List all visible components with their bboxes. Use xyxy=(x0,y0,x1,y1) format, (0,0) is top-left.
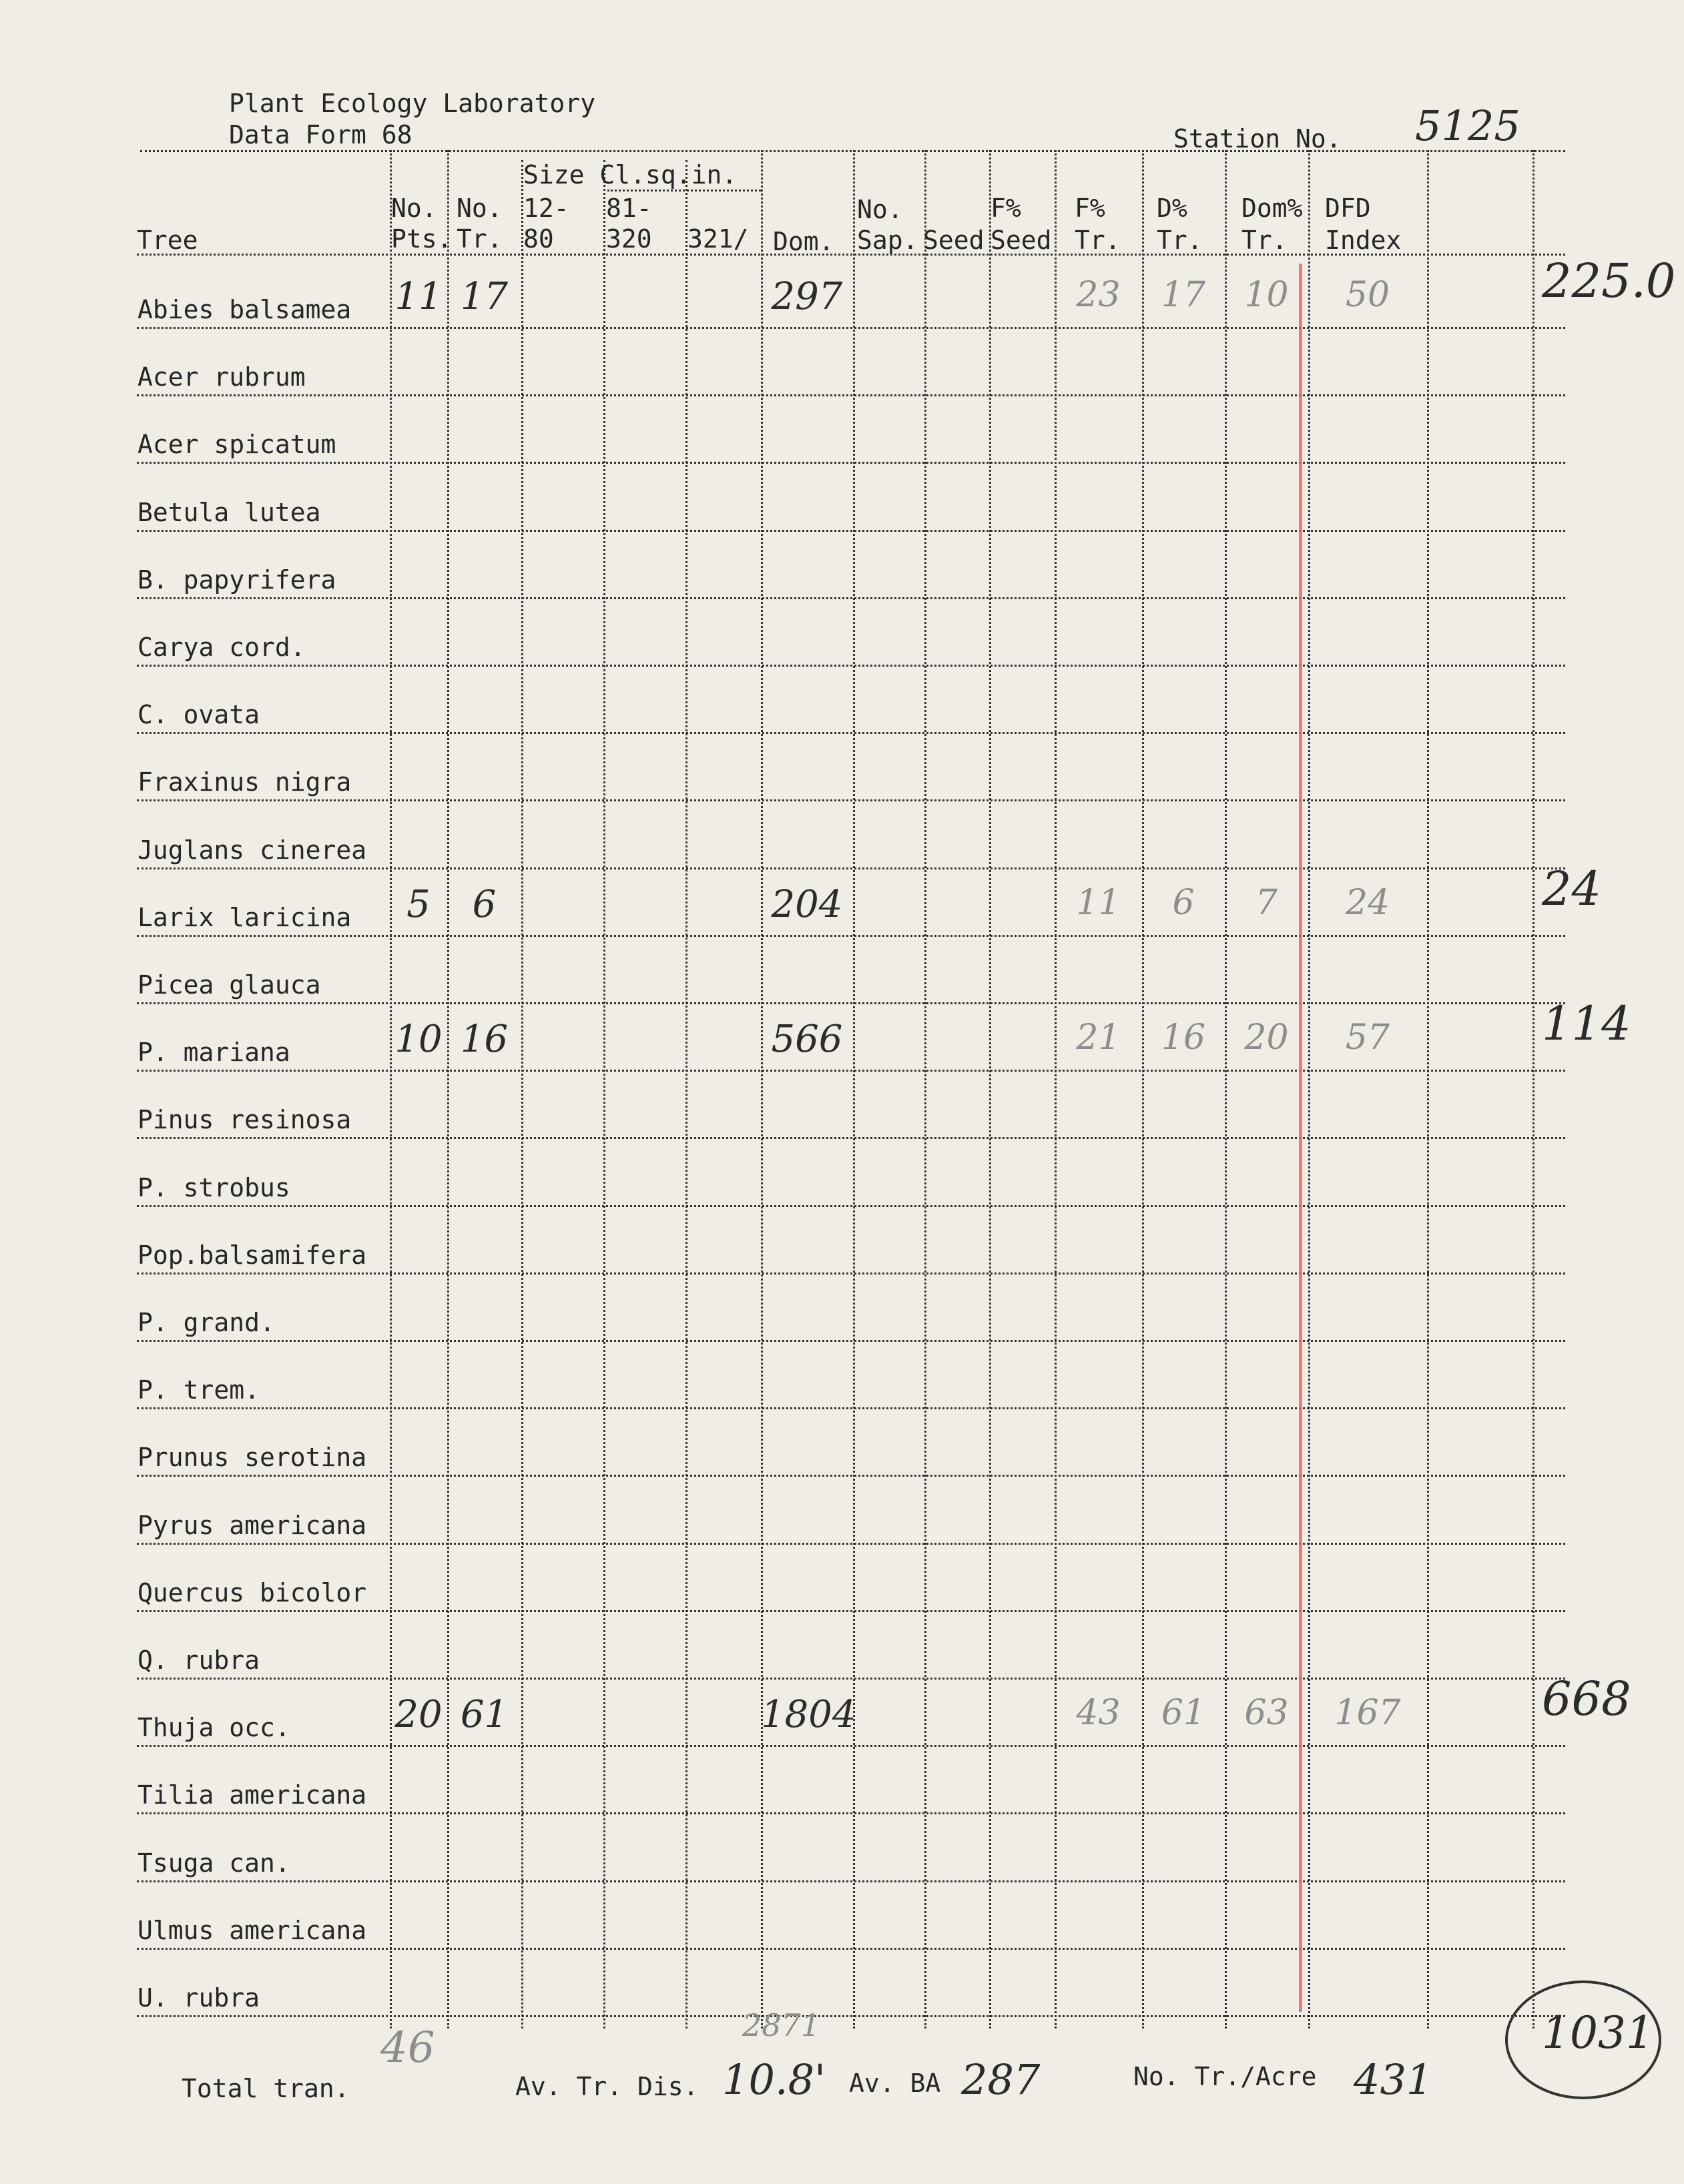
grid-column-line xyxy=(603,160,605,2029)
tree-name: Abies balsamea xyxy=(137,295,352,324)
row-rule xyxy=(137,799,1565,801)
row-rule xyxy=(137,1745,1565,1747)
cell-domtr: 63 xyxy=(1244,1693,1289,1734)
margin-note: 24 xyxy=(1542,861,1602,916)
row-rule xyxy=(137,1948,1565,1950)
col-no-tr-2: Tr. xyxy=(457,224,503,254)
row-rule xyxy=(137,1812,1565,1814)
circled-total-value: 1031 xyxy=(1542,2007,1654,2059)
size-class-rule xyxy=(607,190,761,192)
tree-name: Ulmus americana xyxy=(137,1915,367,1945)
margin-note: 225.0 xyxy=(1542,254,1676,308)
row-rule xyxy=(137,1340,1565,1342)
tree-name: Acer spicatum xyxy=(137,430,336,460)
form-title: Data Form 68 xyxy=(229,120,412,149)
row-rule xyxy=(137,1205,1565,1207)
tree-name: Pyrus americana xyxy=(137,1510,367,1540)
row-rule xyxy=(137,394,1565,396)
av-tr-dis-note: 2871 xyxy=(742,2007,821,2043)
col-dfd-1: DFD xyxy=(1325,194,1371,223)
station-number: 5125 xyxy=(1415,101,1520,150)
col-12-80-1: 12- xyxy=(523,194,569,223)
tree-name: B. papyrifera xyxy=(137,565,336,595)
row-rule xyxy=(137,1407,1565,1409)
row-rule xyxy=(137,1610,1565,1612)
col-ftr-2: Tr. xyxy=(1075,226,1121,255)
cell-pts: 11 xyxy=(394,275,443,318)
lab-title: Plant Ecology Laboratory xyxy=(229,89,596,118)
tree-name: Pinus resinosa xyxy=(137,1105,352,1135)
col-no-tr-1: No. xyxy=(457,194,503,223)
cell-dtr: 17 xyxy=(1161,275,1206,315)
row-rule xyxy=(137,665,1565,667)
tree-name: Larix laricina xyxy=(137,902,352,932)
av-tr-dis-value: 10.8' xyxy=(722,2055,826,2104)
row-rule xyxy=(137,1272,1565,1275)
row-rule xyxy=(137,732,1565,734)
total-tran-label: Total tran. xyxy=(182,2074,350,2103)
col-81-320-2: 320 xyxy=(606,224,652,254)
tree-name: Pop.balsamifera xyxy=(137,1240,367,1270)
row-rule xyxy=(137,867,1565,869)
total-tran-value: 46 xyxy=(380,2023,435,2073)
col-12-80-2: 80 xyxy=(523,224,554,254)
av-tr-dis-label: Av. Tr. Dis. xyxy=(515,2072,699,2101)
av-ba-value: 287 xyxy=(961,2055,1041,2104)
col-sap-1: No. xyxy=(857,195,903,224)
tree-name: Fraxinus nigra xyxy=(137,767,352,797)
tree-name: Thuja occ. xyxy=(137,1713,290,1743)
station-label: Station No. xyxy=(1173,124,1342,153)
cell-tr: 6 xyxy=(472,882,497,926)
tree-name: Prunus serotina xyxy=(137,1443,367,1473)
cell-ftr: 11 xyxy=(1076,882,1121,923)
col-dom: Dom. xyxy=(773,227,834,256)
col-dfd-2: Index xyxy=(1325,226,1402,255)
tree-name: Juglans cinerea xyxy=(137,835,367,865)
row-rule xyxy=(137,1137,1565,1139)
row-rule xyxy=(137,1678,1565,1680)
cell-tr: 17 xyxy=(460,275,509,318)
red-pencil-line xyxy=(1299,264,1302,2012)
cell-dfd: 167 xyxy=(1334,1693,1401,1734)
row-rule xyxy=(137,2015,1565,2017)
cell-dtr: 16 xyxy=(1161,1018,1206,1058)
col-fseed-1: F% xyxy=(991,194,1021,223)
tree-name: C. ovata xyxy=(137,700,260,730)
col-dtr-2: Tr. xyxy=(1157,226,1203,255)
cell-tr: 61 xyxy=(460,1693,509,1737)
cell-pts: 20 xyxy=(394,1693,443,1737)
cell-dfd: 50 xyxy=(1345,275,1390,315)
col-no-pts-2: Pts. xyxy=(391,224,453,254)
tree-name: Picea glauca xyxy=(137,970,321,1000)
col-sap-2: Sap. xyxy=(857,226,918,255)
tree-name: Acer rubrum xyxy=(137,362,306,392)
header-bottom-line xyxy=(137,254,1565,256)
cell-dom: 1804 xyxy=(761,1693,856,1737)
tree-name: Carya cord. xyxy=(137,633,306,662)
cell-dfd: 57 xyxy=(1345,1018,1390,1058)
cell-dom: 297 xyxy=(771,275,843,318)
cell-domtr: 20 xyxy=(1244,1018,1289,1058)
cell-domtr: 7 xyxy=(1255,882,1278,923)
size-class-header: Size Cl.sq.in. xyxy=(523,160,738,190)
cell-dfd: 24 xyxy=(1345,882,1390,923)
cell-dom: 204 xyxy=(771,882,843,926)
tree-name: Quercus bicolor xyxy=(137,1577,367,1607)
cell-ftr: 23 xyxy=(1076,275,1121,315)
tree-name: Tsuga can. xyxy=(137,1848,290,1878)
row-rule xyxy=(137,1002,1565,1004)
col-tree: Tree xyxy=(137,226,198,255)
tree-name: Q. rubra xyxy=(137,1646,260,1675)
cell-tr: 16 xyxy=(460,1018,509,1062)
trees-per-acre-label: No. Tr./Acre xyxy=(1133,2062,1317,2091)
row-rule xyxy=(137,1543,1565,1545)
row-rule xyxy=(137,935,1565,937)
margin-note: 114 xyxy=(1542,996,1631,1052)
col-fseed-2: Seed xyxy=(991,226,1052,255)
margin-note: 668 xyxy=(1542,1672,1631,1727)
cell-dtr: 61 xyxy=(1161,1693,1206,1734)
row-rule xyxy=(137,1880,1565,1882)
tree-name: P. mariana xyxy=(137,1038,290,1068)
col-dtr-1: D% xyxy=(1157,194,1187,223)
tree-name: P. trem. xyxy=(137,1375,260,1405)
tree-name: P. strobus xyxy=(137,1172,290,1202)
cell-ftr: 21 xyxy=(1076,1018,1121,1058)
cell-pts: 10 xyxy=(394,1018,443,1062)
row-rule xyxy=(137,327,1565,329)
col-81-320-1: 81- xyxy=(606,194,652,223)
col-ftr-1: F% xyxy=(1075,194,1105,223)
col-321: 321/ xyxy=(687,224,749,254)
cell-dom: 566 xyxy=(771,1018,843,1062)
tree-name: P. grand. xyxy=(137,1308,275,1337)
row-rule xyxy=(137,462,1565,464)
row-rule xyxy=(137,530,1565,532)
col-seed: Seed xyxy=(923,226,985,255)
av-ba-label: Av. BA xyxy=(849,2069,941,2098)
grid-column-line xyxy=(685,160,687,2029)
col-domtr-2: Tr. xyxy=(1241,226,1288,255)
tree-name: U. rubra xyxy=(137,1983,260,2013)
tree-name: Betula lutea xyxy=(137,497,321,527)
grid-column-line xyxy=(521,160,523,2029)
col-domtr-1: Dom% xyxy=(1241,194,1303,223)
cell-ftr: 43 xyxy=(1076,1693,1121,1734)
trees-per-acre-value: 431 xyxy=(1354,2055,1433,2104)
row-rule xyxy=(137,1475,1565,1477)
row-rule xyxy=(137,597,1565,599)
tree-name: Tilia americana xyxy=(137,1780,367,1810)
cell-dtr: 6 xyxy=(1172,882,1195,923)
cell-domtr: 10 xyxy=(1244,275,1289,315)
row-rule xyxy=(137,1070,1565,1072)
cell-pts: 5 xyxy=(406,882,431,926)
col-no-pts-1: No. xyxy=(391,194,437,223)
